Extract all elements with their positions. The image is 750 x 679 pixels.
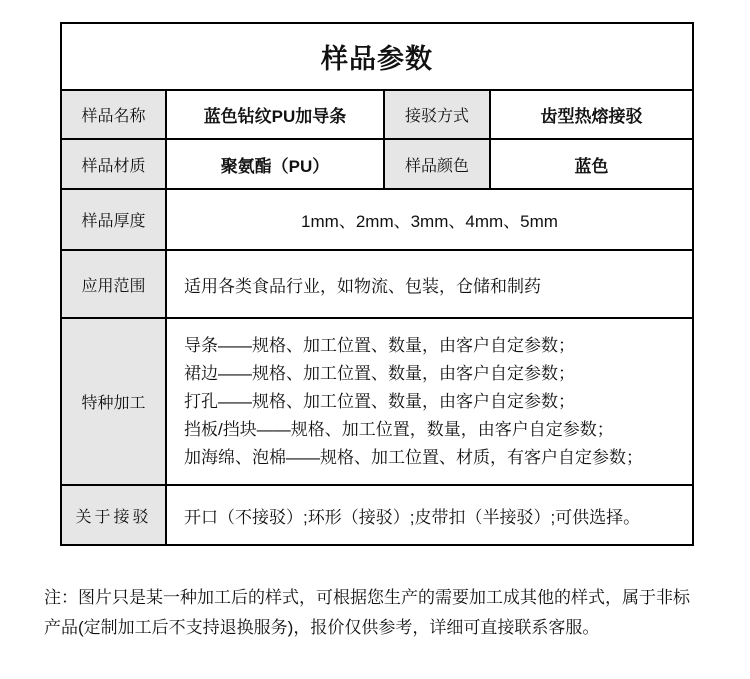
processing-line-skirt: 裙边——规格、加工位置、数量，由客户自定参数； [184,363,575,383]
table-row [61,318,693,485]
processing-line-baffle: 挡板/挡块——规格、加工位置，数量，由客户自定参数； [184,419,614,439]
joint-info-label: 关于接驳 [61,485,166,545]
sample-parameters-table [60,22,694,546]
sample-name-label: 样品名称 [61,90,166,139]
table-row [61,139,693,189]
joint-info-value: 开口（不接驳）;环形（接驳）;皮带扣（半接驳）;可供选择。 [166,485,693,545]
processing-line-punching: 打孔——规格、加工位置、数量，由客户自定参数； [184,391,575,411]
material-value: 聚氨酯（PU） [166,139,384,189]
color-label: 样品颜色 [384,139,490,189]
special-processing-label: 特种加工 [61,318,166,485]
joint-method-label: 接驳方式 [384,90,490,139]
color-value: 蓝色 [490,139,693,189]
processing-line-sponge-foam: 加海绵、泡棉——规格、加工位置、材质，有客户自定参数； [184,447,643,467]
table-row [61,189,693,250]
joint-method-value: 齿型热熔接驳 [490,90,693,139]
footnote [44,583,716,643]
page-title: 样品参数 [61,23,693,90]
sample-name-value: 蓝色钻纹PU加导条 [166,90,384,139]
material-label: 样品材质 [61,139,166,189]
table-row [61,250,693,318]
footnote-line-2: 产品(定制加工后不支持退换服务)，报价仅供参考，详细可直接联系客服。 [44,618,600,637]
title-row [61,23,693,90]
table-row [61,90,693,139]
special-processing-value [166,318,693,485]
application-value: 适用各类食品行业，如物流、包装，仓储和制药 [166,250,693,318]
thickness-value: 1mm、2mm、3mm、4mm、5mm [166,189,693,250]
footnote-line-1: 注：图片只是某一种加工后的样式，可根据您生产的需要加工成其他的样式，属于非标 [44,588,690,607]
thickness-label: 样品厚度 [61,189,166,250]
application-label: 应用范围 [61,250,166,318]
processing-line-guide-strip: 导条——规格、加工位置、数量，由客户自定参数； [184,335,575,355]
table-row [61,485,693,545]
